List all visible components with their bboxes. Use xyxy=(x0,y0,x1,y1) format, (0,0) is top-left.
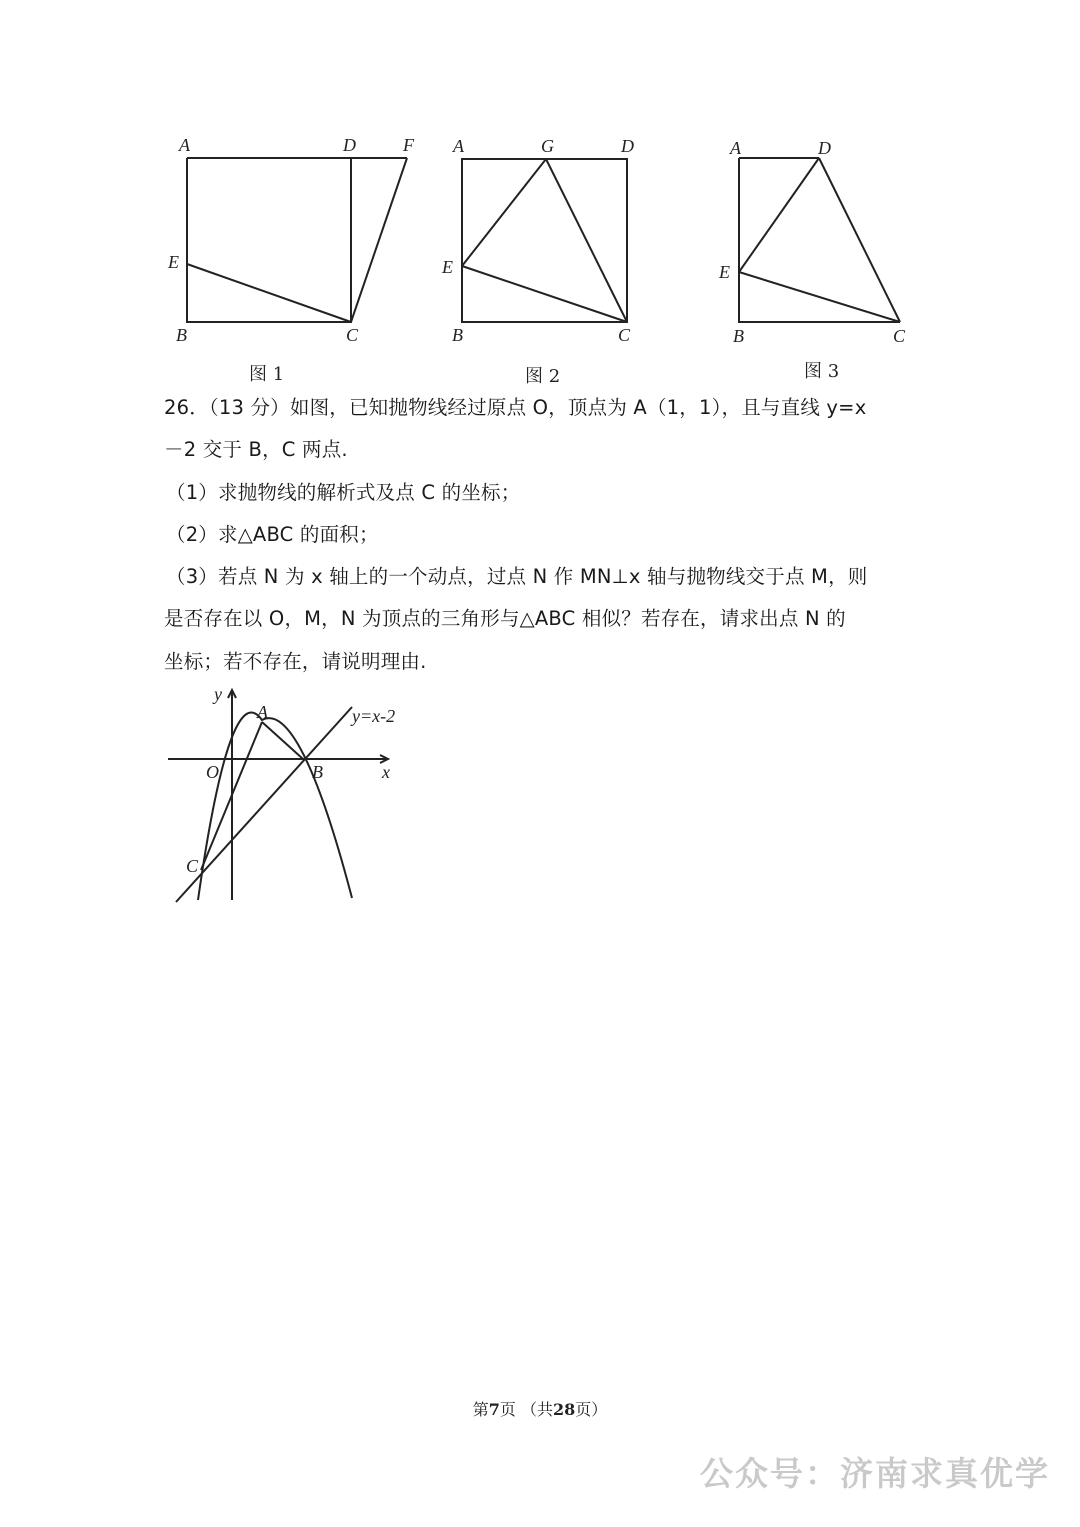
fig2-label-b: B xyxy=(452,325,463,345)
footer-suffix: 页） xyxy=(575,1400,608,1419)
figure-2-caption: 图 2 xyxy=(525,366,561,387)
fig2-label-c: C xyxy=(618,325,631,345)
graph-label-c: C xyxy=(186,856,199,876)
figure-2 xyxy=(440,128,660,348)
figure-3 xyxy=(715,128,915,348)
fig3-label-c: C xyxy=(893,326,906,346)
question-3-line-2: 是否存在以 O，M，N 为顶点的三角形与△ABC 相似？若存在，请求出点 N 的 xyxy=(164,607,846,630)
footer-page-number: 7 xyxy=(488,1400,500,1419)
question-3-line-3: 坐标；若不存在，请说明理由. xyxy=(164,650,427,673)
question-1: （1）求抛物线的解析式及点 C 的坐标； xyxy=(166,481,521,504)
problem-statement-line-1: 26．（13 分）如图，已知抛物线经过原点 O，顶点为 A（1，1），且与直线 y=x xyxy=(164,396,867,419)
figure-1 xyxy=(160,128,430,348)
footer-total-pages: 28 xyxy=(552,1400,576,1419)
fig3-label-e: E xyxy=(719,262,730,282)
figure-1-caption: 图 1 xyxy=(249,364,285,385)
fig1-label-c: C xyxy=(346,325,359,345)
figure-3-caption: 图 3 xyxy=(804,361,840,382)
graph-label-o: O xyxy=(206,762,219,782)
page-footer xyxy=(0,1397,1080,1420)
graph-label-line: y=x-2 xyxy=(352,706,396,726)
fig2-label-a: A xyxy=(453,136,464,156)
fig1-label-e: E xyxy=(168,252,179,272)
fig1-label-b: B xyxy=(176,325,187,345)
parabola-graph xyxy=(160,680,410,910)
fig1-label-f: F xyxy=(403,135,414,155)
footer-mid: 页 （共 xyxy=(499,1400,553,1419)
footer-prefix: 第 xyxy=(472,1400,489,1419)
watermark: 公众号：济南求真优学 xyxy=(700,1454,1050,1493)
graph-label-b: B xyxy=(312,762,323,782)
fig3-label-b: B xyxy=(733,326,744,346)
fig2-label-d: D xyxy=(621,136,634,156)
fig2-label-e: E xyxy=(442,257,453,277)
fig1-label-d: D xyxy=(343,135,356,155)
graph-label-a: A xyxy=(257,702,268,722)
graph-label-y: y xyxy=(214,684,222,704)
fig3-label-a: A xyxy=(730,138,741,158)
fig1-label-a: A xyxy=(179,135,190,155)
graph-label-x: x xyxy=(382,762,390,782)
fig2-label-g: G xyxy=(541,136,554,156)
fig3-label-d: D xyxy=(818,138,831,158)
question-3-line-1: （3）若点 N 为 x 轴上的一个动点，过点 N 作 MN⊥x 轴与抛物线交于点 M，则 xyxy=(166,565,868,588)
question-2: （2）求△ABC 的面积； xyxy=(166,523,379,546)
problem-statement-line-2: －2 交于 B，C 两点. xyxy=(164,438,348,461)
